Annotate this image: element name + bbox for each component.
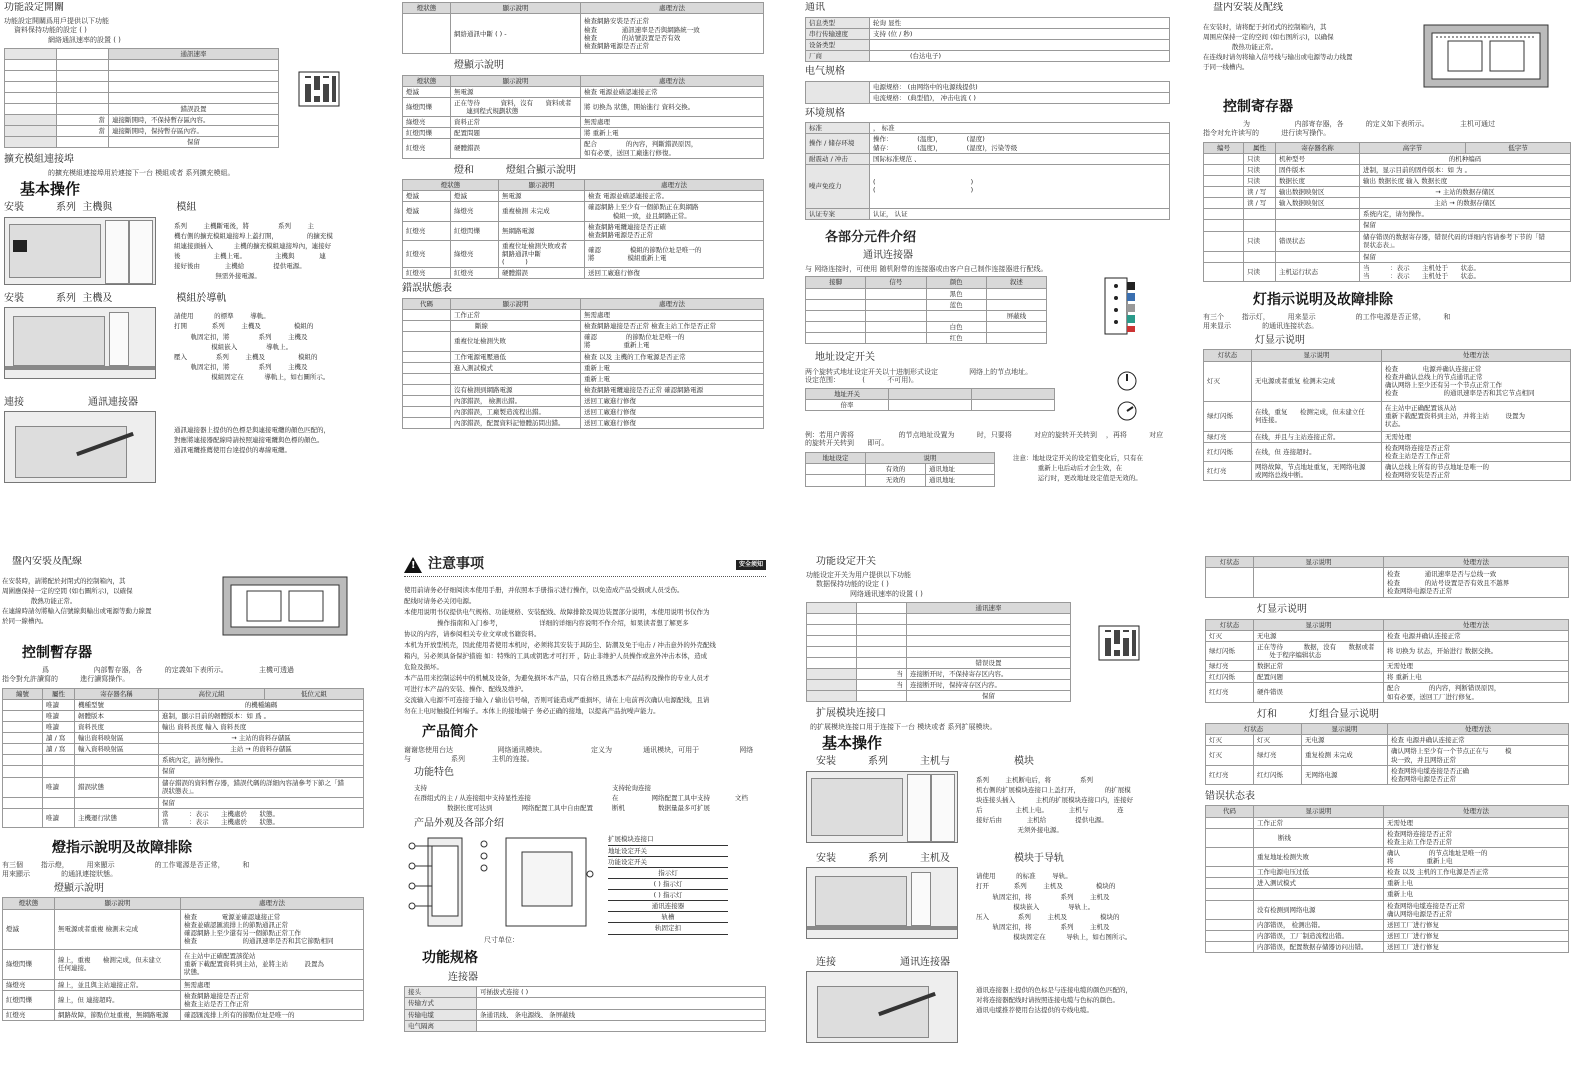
p6-warn-title: 注意事项 — [428, 556, 484, 572]
p1-s3-text: 通訊連接器上提供的色標是與連接電纜的顏色匹配的， 對應將連接器配線時請按照連接電纜與色標的顏色。 通訊電纜推薦使用台達提供的專線電纜。 — [174, 426, 330, 455]
p2-err-table: 代碼 顯示說明 處理方法 工作正常 無需處理 斷線 檢查網路連接是否正常 檢查主站工作是否正常 重複位址檢測失敗 確認 的節點位址是唯一的 將 重新上電 工作電源電壓過低 檢查 以及 主機的工作電源是否正常 進入測試模式 重新上電 重新上電 沒有檢測到網路電源 檢查網路電纜連接是否正常 確認網路電源 內部錯誤， 檢測出錯。 送回工廠進行修復 內部錯誤，工廠製造流程出錯。 送回工廠進行修復 內部錯誤，配置資料記憶體訪問出錯。 送回工廠進行修復 — [402, 298, 764, 430]
p6-warn-line-1: 配线时请务必关闭电源。 — [404, 596, 476, 605]
p7-device-image-2 — [806, 867, 958, 939]
p7-device-image-1 — [806, 771, 958, 843]
p6-side-view-diagram — [500, 834, 594, 934]
p4-led-table: 灯状态 显示说明 处理方法 灯灭 无电源或者重复 检测未完成 检查 电源并确认连接正常 检查并确认总线上的节点通讯正常 确认网络上至少还有另一个节点正常工作 检查 的通讯速率是否和其它节点相同 绿灯闪烁 在线，重复 检测完成，但未建立任 何连接。 在主站中正确配置该从站 重新下载配置资料到主站，并将主站 设置为 状态。 绿灯亮 在线，并且与主站连接正常。 无需处理 红灯闪烁 在线，但 连接超时。 检查网络连接是否正常 检查主站是否工作正常 红灯亮 网络故障，节点地址重复，无网络电源 或网络总线中断。 确认总线上所有的节点地址是唯一的 检查网络安装是否正常 — [1203, 349, 1571, 481]
p6-feat-left: 支持 在群组式的主 / 从连接组中支持显性连接 数据长度可达到 网络配置工具中自由配置 — [414, 783, 593, 812]
p5-inst-text: 在安裝時，請將配於封閉式的控制箱內，其 周圍應保持一定的空間 (如右圖所示)，以確保 散熱功能正常。 在連線時請勿將輸入信號線與輸出或電源等動力線置 於同一線槽內。 — [2, 576, 152, 625]
p1-switch-table: 通訊速率 錯誤設置 當 連接斷開時，不保持暫存區內容。 當 連接斷開時，保持暫存區內容。 保留 — [4, 48, 279, 149]
p4-ctl-title: 控制寄存器 — [1223, 98, 1293, 115]
p7-line-2: 数据保持功能的设定 ( ) — [816, 580, 889, 589]
page-7-function-switch-simp — [806, 556, 1168, 1086]
p3-elec-table: 电源规格： (由网络中的电源线提供) 电流规格： (典型值)， 冲击电流 ( ) — [805, 81, 1170, 104]
p7-s3-title: 连接 通讯连接器 — [816, 956, 950, 968]
page-4-register-simp — [1203, 2, 1571, 532]
p3-addr-title: 地址设定开关 — [815, 352, 875, 364]
p3-addr-example: 例：若用户需将 的节点地址设置为 时，只要将 对应的旋转开关转到 ，再将 对应 的旋转开关转到 即可。 — [805, 430, 1164, 448]
page-2-led-trad — [402, 2, 764, 532]
p1-line-3: 網絡通訊速率的設置 ( ) — [48, 36, 121, 44]
p2-top-table: 燈狀態 顯示說明 處理方法 網絡通訊中斷 ( ) - 檢查網路安裝是否正常 檢查 通訊速率是否與網路統一致 檢查 的站號設置是否有效 檢查網路電源是否正常 — [402, 2, 764, 54]
p4-led-intro: 有三个 指示灯， 用来显示 的工作电源是否正常， 和 用来显示 的通讯连接状态。 — [1203, 313, 1451, 331]
p6-warn-line-6: 箱内，另必须具备保护措施 如：特殊的工具或钥匙才可打开 ，防止非维护人员操作或意外冲击本体，造成 — [404, 651, 708, 660]
page-6-notice-simp — [404, 556, 766, 1086]
p3-elec-title: 电气规格 — [805, 66, 845, 77]
p8-err-title: 错误状态表 — [1205, 790, 1255, 802]
p6-warn-line-7: 危险及损坏。 — [404, 662, 443, 671]
p3-env-title: 环境规格 — [805, 107, 845, 119]
p6-warn-line-0: 使用前请务必仔细阅读本使用手册，并依照本手册指示进行操作，以免造成产品受损或人员受伤。 — [404, 585, 684, 594]
p8-top-table: 灯状态 显示说明 处理方法 检查 通讯速率是否与总线一致 检查 的站号设置是否有效且不越界 检查网络电源是否正常 — [1205, 556, 1569, 598]
p4-led-sub: 灯显示说明 — [1255, 334, 1305, 346]
p5-ctl-table: 編號 屬性 寄存器名稱 高位元組 低位元組 唯讀 機種型號 的機種編碼 唯讀 韌體版本 進制，顯示目前的韌體版本：如 爲 。 唯讀 資料長度 輸出 資料長度 輸入 資料長度 讀 / 寫 輸出資料映射區 → 主站的資料存儲區 讀 / 寫 輸入資料映射區 主站 → 的資料存儲區 系統內定，請勿操作。 保留 唯讀 錯誤狀態 儲存錯誤的資料暫存器，錯誤代碼的詳細內容請參考下節之「錯 誤狀態表」。 保留 唯讀 主機運行狀態 當 ：表示 主機處於 狀態。 當 ：表示 主機處於 狀態。 — [2, 688, 364, 828]
p3-conn-table: 接脚 信号 颜色 叙述 黑色 蓝色 屏蔽线 白色 红色 — [805, 276, 1047, 344]
p2-err-title: 錯誤狀態表 — [402, 283, 452, 295]
p6-prod-text: 谢谢您使用台达 网络通讯模块。 定义为 通讯模块，可用于 网络 与 系列 主机的连接。 — [404, 745, 754, 763]
p6-feat-title: 功能特色 — [414, 767, 454, 779]
rotary-switch-icon — [1109, 367, 1149, 427]
p5-ctl-text: 爲 內部暫存器，各 的定義如下表所示。 主機可透過 指令對允許讀寫的 進行讀寫操作。 — [2, 666, 294, 683]
p6-warn-line-5: 本机为开放型机壳，因此使用者使用本机时，必须将其安装于具防尘、防潮及免于电击 / 冲击意外的外壳配线 — [404, 640, 716, 649]
p1-s2-text: 請使用 的標準 導軌。 打開 系列 主機及 模組的 軌固定扣，將 系列 主機及 模組嵌入 導軌上。 壓入 系列 主機及 模組的 軌固定扣，將 系列 主機及 模組固定在 導軌上，如右圖所示。 — [174, 312, 330, 381]
p3-comm-table: 信息类型 轮询 显性 串行传输速度 支持 (位 / 秒) 设备类型 厂商 (台达电子) — [805, 17, 1170, 63]
p8-combo-title: 灯和 灯组合显示说明 — [1257, 708, 1379, 720]
p5-led-intro: 有三個 指示燈， 用來顯示 的工作電源是否正常， 和 用來顯示 的通訊連接狀態。 — [2, 861, 250, 879]
p6-warning-header — [404, 556, 766, 577]
p3-addr-text: 两个旋转式地址设定开关以十进制形式设定 网络上的节点地址。 设定范围： ( 不可用)。 — [805, 367, 1033, 385]
p7-s1-title: 安装 系列 主机与 模块 — [816, 756, 1034, 768]
p2-combo-table: 燈狀態 顯示說明 處理方法 燈滅 燈滅 無電源 檢查 電源並確認連接正常。 燈滅 綠燈亮 重複檢測 未完成 確認網路上至少有一個節點正在與網路 模組一致，並且網路正常。 紅燈亮 紅燈閃爍 無網路電源 檢查網路電纜連接是否正確 檢查網路電源是否正常 紅燈亮 綠燈亮 重複位址檢測失敗或者 網路通訊中斷 ( ) 確認 模組的節點位址是唯一的 將 模組重新上電 紅燈亮 紅燈亮 硬體錯誤 送回工廠進行修復 — [402, 179, 764, 279]
p7-line-3: 网络通讯速率的设置 ( ) — [850, 590, 923, 598]
p7-basic-title: 基本操作 — [822, 733, 883, 752]
p6-front-view-diagram — [404, 834, 492, 934]
p6-spec-title: 功能规格 — [422, 950, 478, 967]
p6-warn-line-2: 本使用说明书仅提供电气规格、功能规格、安装配线、故障排除及周边装置部分说明，本使用说明书仅作为 — [404, 607, 710, 616]
p1-connector-image — [4, 411, 156, 483]
p8-led-title: 灯显示说明 — [1257, 604, 1307, 616]
p3-parts-title: 各部分元件介绍 — [825, 229, 917, 245]
p8-combo-table: 灯状态 显示说明 处理方法 灯灭 灯灭 无电源 检查 电源并确认连接正常 灯灭 绿灯亮 重复检测 未完成 确认网络上至少有一个节点正在与 模 块一致，并且网络正常 红灯亮 红灯闪烁 无网络电源 检查网络电缆连接是否正确 检查网络电源是否正常 — [1205, 723, 1569, 785]
p1-ext-text: 的擴充模組連接埠用於連接下一台 模組或者 系列擴充模組。 — [48, 168, 235, 177]
p4-inst-text: 在安装时，请将配于封闭式的控制箱内，其 周围应保持一定的空间 (如右图所示)，以确保 散热功能正常。 在连线时请勿将输入信号线与输出或电源等动力线置 于同一线槽内。 — [1203, 22, 1353, 71]
p7-line-1: 功能设定开关为用户提供以下功能 — [806, 570, 911, 579]
p8-err-table: 代码 显示说明 处理方法 工作正常 无需处理 断线 检查网络连接是否正常 检查主站工作是否正常 重复地址检测失败 确认 的节点地址是唯一的 将 重新上电 工作电源电压过低 检查 以及 主机的工作电源是否正常 进入测试模式 重新上电 重新上电 没有检测到网络电源 检查网络电缆连接是否正常 确认网络电源是否正常 内部错误， 检测出错。 送回工厂进行修复 内部错误，工厂制造流程出错。 送回工厂进行修复 内部错误，配置数据存储器访问出错。 送回工厂进行修复 — [1205, 805, 1569, 953]
page-3-spec-simp — [805, 2, 1170, 532]
p5-ctl-title: 控制暫存器 — [22, 644, 92, 661]
p1-s2-title: 安裝 系列 主機及 模組於導軌 — [4, 292, 227, 304]
page-5-register-trad — [2, 556, 364, 1086]
p5-cabinet-diagram — [215, 575, 355, 639]
p4-inst-title: 盘内安装及配线 — [1213, 2, 1283, 13]
p4-cabinet-diagram — [1416, 21, 1556, 91]
p4-ctl-text: 为 内部寄存器，各 的定义如下表所示。 主机可通过 指令对允许读写的 进行读写操作。 — [1203, 120, 1495, 137]
p1-s1-text: 系列 主機斷電後，將 系列 主 機右側的擴充模組連接埠上蓋打開， 的擴充模 組連接頭插入 主機的擴充模組連接埠內，連接好 後 主機上電。 主機與 連 接好後由 主機給 提供電源。 無需外接電源。 — [174, 221, 333, 281]
p5-led-title: 燈指示說明及故障排除 — [52, 839, 192, 856]
p1-s1-title: 安裝 系列 主機與 模組 — [4, 202, 197, 214]
p1-title: 功能設定開關 — [4, 2, 64, 13]
p6-warn-line-11: 勿在上电时触摸任何端子。本体上的接地端子 务必正确的接地，以提高产品抗噪声能力。 — [404, 707, 660, 716]
p7-ext-title: 扩展模块连接口 — [816, 708, 886, 720]
p6-spec-table: 接头 可插拔式连接 ( ) 传输方式 传输电缆 条通讯线、 条电源线、 条屏蔽线 电气隔离 — [404, 986, 766, 1032]
p3-addr-table: 地址开关 倍率 — [805, 388, 1055, 411]
p6-spec-sub: 连接器 — [448, 971, 478, 983]
p7-connector-image — [806, 971, 958, 1043]
p3-conn-title: 通讯连接器 — [863, 250, 913, 262]
p4-ctl-table: 编号 属性 寄存器名称 高字节 低字节 只读 机种型号 的机种编码 只读 固件版本 进制，显示目前的固件版本：如 为 。 只读 数据长度 输出 数据长度 输入 数据长度 读 / 写 输出数据映射区 → 主站的数据存储区 读 / 写 输入数据映射区 主站 → 的数据存储区 系统内定，请勿操作。 保留 只读 错误状态 储存错误的数据寄存器，错误代码的详细内容请参考下节的「错 误状态表」。 保留 只读 主机运行状态 当 ：表示 主机处于 状态。 当 ：表示 主机处于 状态。 — [1203, 142, 1571, 282]
p6-warn-line-3: 操作指南和入门参考， 详细的详细内容说明不作介绍，如果读者想了解更多 — [404, 618, 689, 627]
dip-switch-icon — [297, 70, 341, 110]
p1-device-image-2 — [4, 307, 156, 379]
dip-switch-icon — [1097, 624, 1141, 664]
p6-look-unit: 尺寸单位： — [484, 935, 519, 944]
p6-warn-line-8: 本产品用来控制运转中的机械及设备，为避免损坏本产品，只有合格且熟悉本产品结构及操作的专业人员才 — [404, 674, 710, 682]
p7-s1-text: 系列 主机断电后，将 系列 机右侧的扩展模块连接口上盖打开， 的扩展模 块连接头插入 主机的扩展模块连接口内，连接好 后 主机上电。 主机与 连 接好后由 主机给 提供电源。 无须外接电源。 — [976, 775, 1134, 835]
p7-title: 功能设定开关 — [816, 556, 876, 567]
p5-led-table: 燈狀態 顯示說明 處理方法 燈滅 無電源或者重複 檢測未完成 檢查 電源並確認連接正常 檢查並確認匯流排上的節點通訊正常 確認網路上至少還有另一個節點正常工作 檢查 的通訊速率是否和其它節點相同 綠燈閃爍 線上，重複 檢測完成，但未建立 任何連接。 在主站中正確配置該從站 重新下載配置資料到主站，並將主站 設置為 狀態。 綠燈亮 線上，並且與主站連接正常。 無需處理 紅燈閃爍 線上，但 連接超時。 檢查網路連接是否正常 檢查主站是否工作正常 紅燈亮 網路故障，節點位址重複，無網路電源 確認匯流排上所有的節點位址是唯一的 — [2, 897, 364, 1021]
warning-icon — [404, 557, 422, 573]
p3-env-table: 标准 ， 标准 操作 / 储存环境 操作： (温度)， (湿度) 储存： (温度)， (湿度)，污染等级 耐震动 / 冲击 国际标准规范 、 噪声免疫力 ( ) ( ) 认证专案 认证， 认证 — [805, 122, 1170, 220]
p8-led-table: 灯状态 显示说明 处理方法 灯灭 无电源 检查 电源并确认连接正常 绿灯闪烁 正在等待 数据，没有 数据或者 处于程序编辑状态 将 切换为 状态，开始进行 数据交换。 绿灯亮 数据正常 无需处理 红灯闪烁 配置问题 将 重新上电 红灯亮 硬件错误 配合 的内容，判断错误原因， 如有必要，送回工厂进行修复。 — [1205, 619, 1569, 703]
p2-combo-title: 燈和 燈組合顯示說明 — [454, 164, 576, 176]
p5-inst-title: 盤內安裝及配線 — [12, 556, 82, 567]
p6-prod-title: 产品简介 — [422, 724, 478, 741]
p3-addr-table-2: 地址设定 说明 有效的 通讯地址 无效的 通讯地址 — [805, 452, 995, 486]
connector-plug-icon — [1099, 276, 1139, 336]
p6-warn-tag: 安全须知 — [736, 560, 766, 570]
p2-led-title: 燈顯示說明 — [454, 60, 504, 72]
p7-switch-table: 通讯速率 错误设置 当 连接断开时，不保持寄存区内容。 当 连接断开时，保持寄存区内容。 保留 — [806, 602, 1071, 703]
p1-basic-title: 基本操作 — [20, 179, 81, 198]
p2-led-table: 燈狀態 顯示說明 處理方法 燈滅 無電源 檢查 電源並確認連接正常 綠燈閃爍 正在等待 資料，沒有 資料或者 連到程式規劃狀態 將 切換為 狀態，開始進行 資料交換。 綠燈亮 資料正常 無需處理 紅燈閃爍 配置問題 將 重新上電 紅燈亮 硬體錯誤 配合 的內容，判斷錯誤原因， 如有必要，送回工廠進行修復。 — [402, 75, 764, 159]
p1-s3-title: 連接 通訊連接器 — [4, 396, 138, 408]
p7-ext-text: 的扩展模块连接口用于连接下一台 模块或者 系列扩展模块。 — [810, 722, 997, 731]
p1-device-image-1 — [4, 217, 156, 285]
p6-feat-right: 支持轮询连接 在 网络配置工具中支持 文档 断机 数据量最多可扩展 — [612, 783, 748, 812]
p5-led-sub: 燈顯示說明 — [54, 882, 104, 894]
p7-s2-text: 请使用 的标准 导轨。 打开 系列 主机及 模块的 轨固定扣，将 系列 主机及 模块嵌入 导轨上。 压入 系列 主机及 模块的 轨固定扣，将 系列 主机及 模块固定在 导轨上，如右图所示。 — [976, 872, 1132, 941]
p7-s3-text: 通讯连接器上提供的色标是与连接电缆的颜色匹配的， 对将连接器配线时请按照连接电缆与色标的颜色。 通讯电缆推荐使用台达提供的专线电缆。 — [976, 986, 1132, 1015]
p1-line-2: 資料保持功能的設定 ( ) — [14, 26, 87, 35]
p6-look-legend: 扩展模块连接口 地址设定开关 功能设定开关 指示灯 ( ) 指示灯 ( ) 指示灯 通讯连接器 轨槽 轨固定扣 — [608, 834, 728, 934]
page-1-function-switch-trad — [4, 2, 384, 532]
p6-look-title: 产品外观及各部介绍 — [414, 817, 504, 829]
p6-warn-line-9: 可进行本产品的安装、操作、配线及维护。 — [404, 685, 528, 694]
p7-s2-title: 安装 系列 主机及 模块于导轨 — [816, 852, 1064, 864]
p3-conn-text: 与 网络连接时，可使用 随机附带的连接器或由客户自己制作连接器进行配线。 — [805, 264, 1048, 273]
p6-warn-line-4: 协议的内容，请参阅相关专业文章或书籍资料。 — [404, 629, 541, 638]
page-8-led-simp — [1205, 556, 1569, 1086]
p4-led-title: 灯指示说明及故障排除 — [1253, 291, 1393, 308]
p6-warn-line-10: 交流输入电源不可连接于输入 / 输出信号端，否则可能造成严重损坏，请在上电前再次确认电源配线，且请 — [404, 696, 710, 705]
p3-addr-note: 注意：地址设定开关的设定值变化后，只有在 重新上电后动后才会生效，在 运行时，更改地址设定值是无效的。 — [1013, 454, 1143, 483]
p1-line-1: 功能設定開關爲用戶提供以下功能 — [4, 16, 109, 25]
p3-comm-title: 通讯 — [805, 2, 825, 13]
p1-ext-title: 擴充模組連接埠 — [4, 154, 74, 166]
